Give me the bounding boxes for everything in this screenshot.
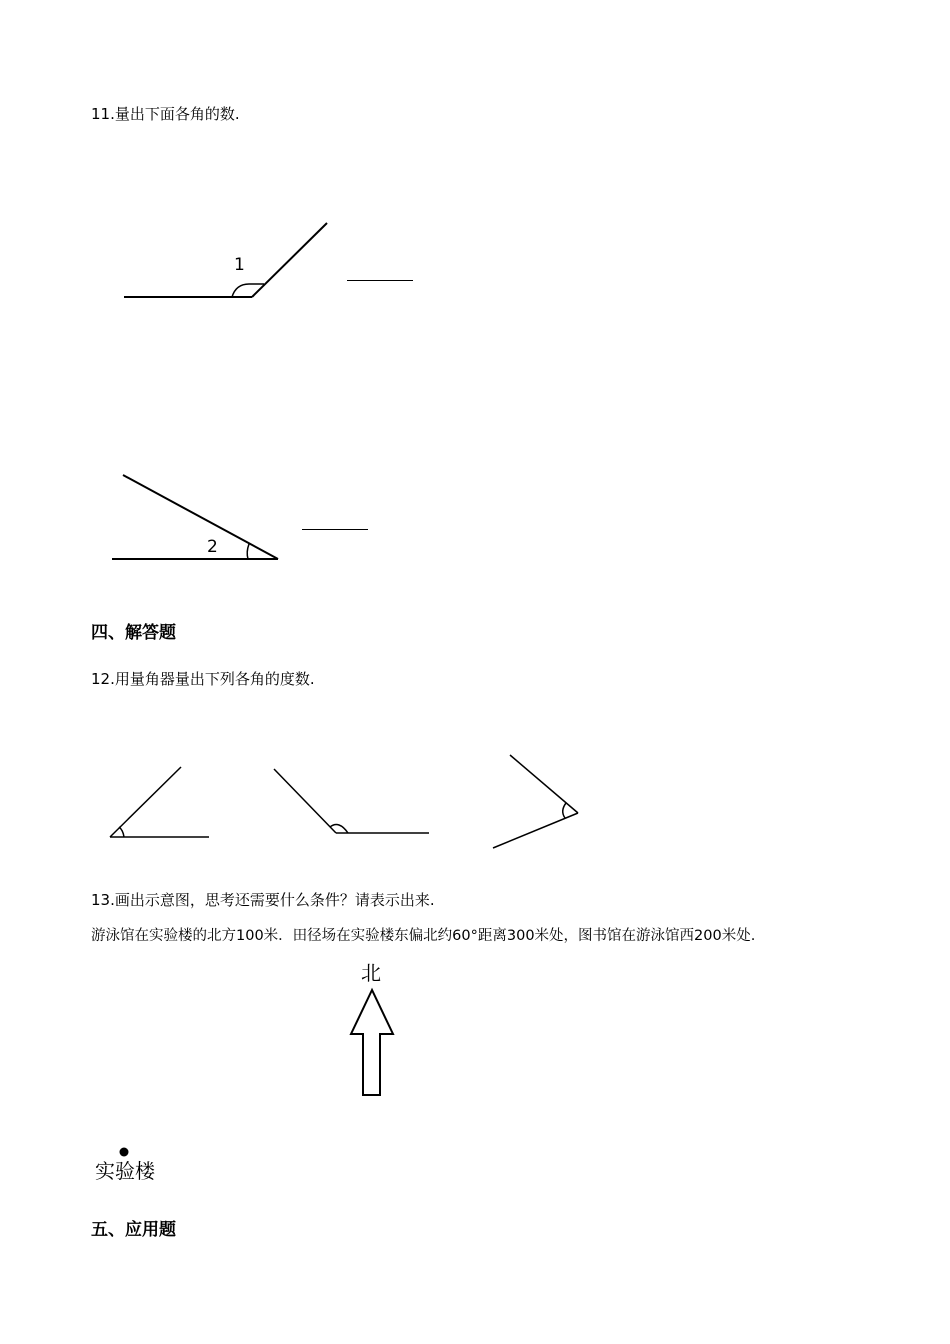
q12-angles: [110, 755, 578, 848]
angle-2-drawing: [112, 475, 278, 559]
question-13-statement: 游泳馆在实验楼的北方100米．田径场在实验楼东偏北约60°距离300米处，图书馆在游泳馆西200米处.: [91, 928, 756, 944]
angle-1-slant-ray: [252, 223, 327, 297]
building-point: [120, 1148, 129, 1157]
angle-1-label: 1: [234, 255, 245, 275]
north-arrow-icon: [351, 990, 393, 1095]
q12-angle-b: [274, 769, 429, 833]
angle-2-arc: [247, 544, 249, 559]
north-label: 北: [361, 961, 381, 985]
question-13-prompt: 13.画出示意图，思考还需要什么条件？请表示出来.: [91, 891, 435, 909]
angle-1-drawing: [124, 223, 327, 297]
answer-blank-angle-2[interactable]: [302, 529, 368, 530]
answer-blank-angle-1[interactable]: [347, 280, 413, 281]
q12-angle-c: [493, 755, 578, 848]
building-label: 实验楼: [95, 1159, 155, 1183]
question-12-prompt: 12.用量角器量出下列各角的度数.: [91, 670, 315, 688]
section-four-title: 四、解答题: [91, 623, 176, 643]
section-five-title: 五、应用题: [91, 1220, 176, 1240]
q12-angle-a: [110, 767, 209, 837]
angle-2-label: 2: [207, 537, 218, 557]
angle-2-slant-ray: [123, 475, 278, 559]
question-11-prompt: 11.量出下面各角的数.: [91, 105, 240, 123]
